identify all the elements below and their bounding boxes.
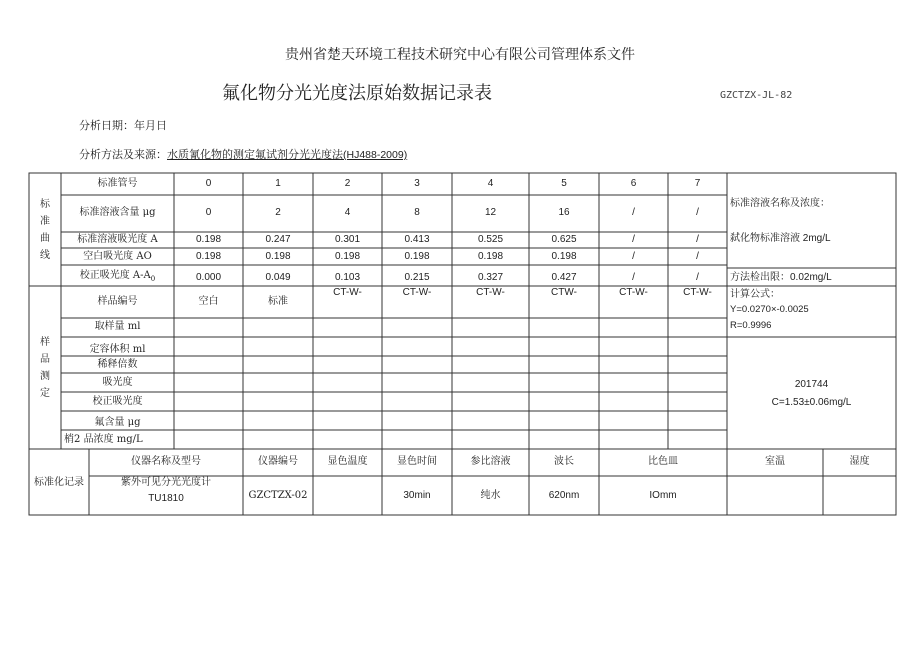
calc-concentration: C=1.53±0.06mg/L <box>771 397 852 408</box>
standardize-header-cell: 湿度 <box>849 456 870 467</box>
sample-id-cell: CTW- <box>551 287 577 298</box>
std-absorbance-cell: / <box>632 234 635 245</box>
sample-concentration-label: 梢2 品浓度 mg/L <box>64 434 143 445</box>
sample-id-cell: 标准 <box>268 296 288 307</box>
sample-id-cell: CT-W- <box>683 287 712 298</box>
standardize-value-cell: 620nm <box>548 490 580 501</box>
std-content-cell: / <box>632 207 635 218</box>
calc-correlation: R=0.9996 <box>730 320 772 331</box>
std-content-cell: 12 <box>484 207 497 218</box>
blank-absorbance-cell: 0.198 <box>265 251 291 262</box>
calc-equation: Y=0.0270×-0.0025 <box>730 304 809 315</box>
corrected-abs-label: 校正吸光度 $A-A_0$ <box>79 270 156 283</box>
detection-limit: 方法检出限：0.02mg/L <box>730 272 832 283</box>
standardize-header-cell: 显色温度 <box>327 456 368 467</box>
final-volume-label: 定容体积 ml <box>89 344 146 355</box>
blank-absorbance-cell: 0.198 <box>477 251 504 262</box>
tube-number-cell: 5 <box>561 178 567 189</box>
sample-id-cell: CT-W- <box>476 287 505 298</box>
corrected-absorbance-cell: 0.049 <box>265 272 291 283</box>
tube-number-cell: 7 <box>694 178 701 189</box>
corrected-absorbance-cell: 0.215 <box>404 272 430 283</box>
standardize-header-cell: 显色时间 <box>397 456 437 467</box>
standardize-header-cell: 比色皿 <box>648 456 678 467</box>
method-value: 水质氰化物的测定氟试剂分光光度法(HJ488-2009) <box>167 148 408 161</box>
std-content-cell: 2 <box>275 207 281 218</box>
page-title: 氟化物分光光度法原始数据记录表 <box>222 83 492 104</box>
instrument-name: 紫外可见分光光度计 TU1810 <box>121 477 211 504</box>
sample-id-label: 样品编号 <box>97 296 138 307</box>
corrected-absorbance-cell: / <box>696 272 699 283</box>
std-solution-name-label: 标准溶液名称及浓度： <box>730 198 830 209</box>
standardize-header-cell: 仪器名称及型号 <box>131 456 201 467</box>
std-content-cell: / <box>696 207 699 218</box>
corrected-absorbance-cell: 0.427 <box>551 272 577 283</box>
document-code: GZCTZX-JL-82 <box>720 90 793 101</box>
fluoride-content-label: 氟含量 μg <box>94 417 141 428</box>
blank-absorbance-cell: 0.198 <box>334 251 361 262</box>
std-absorbance-cell: 0.625 <box>551 234 577 245</box>
tube-number-cell: 4 <box>487 178 494 189</box>
std-absorbance-cell: 0.198 <box>195 234 222 245</box>
std-absorbance-cell: 0.413 <box>404 234 430 245</box>
sample-id-cell: CT-W- <box>619 287 648 298</box>
tube-number-cell: 1 <box>275 178 281 189</box>
standardize-value-cell: GZCTZX-02 <box>248 490 308 501</box>
tube-number-cell: 0 <box>205 178 212 189</box>
std-absorbance-cell: 0.525 <box>477 234 504 245</box>
org-document-header: 贵州省楚天环境工程技术研究中心有限公司管理体系文件 <box>285 47 635 63</box>
standardize-value-cell: IOmm <box>649 490 677 501</box>
tube-number-cell: 3 <box>414 178 420 189</box>
absorbance-label: 吸光度 <box>102 377 133 388</box>
blank-absorbance-cell: / <box>696 251 699 262</box>
standardize-section-label: 标准化记录 <box>34 477 84 488</box>
std-abs-label: 标准溶液吸光度 A <box>77 234 158 245</box>
analysis-date: 分析日期：年月日 <box>79 119 167 132</box>
standardize-header-cell: 波长 <box>554 456 574 467</box>
calc-formula-label: 计算公式： <box>730 289 780 300</box>
curve-section-label: 标 准 曲 线 <box>40 199 50 261</box>
sample-id-cell: CT-W- <box>333 287 362 298</box>
blank-absorbance-cell: / <box>632 251 635 262</box>
blank-absorbance-cell: 0.198 <box>404 251 430 262</box>
standardize-header-cell: 室温 <box>765 456 785 467</box>
corrected-absorbance-label: 校正吸光度 <box>92 396 143 407</box>
std-content-cell: 4 <box>344 207 351 218</box>
std-absorbance-cell: 0.247 <box>265 234 291 245</box>
dilution-factor-label: 稀释倍数 <box>97 359 138 370</box>
corrected-absorbance-cell: 0.327 <box>477 272 504 283</box>
standardize-value-cell: 30min <box>403 490 431 501</box>
standardize-value-cell: 纯水 <box>480 490 501 501</box>
calc-number: 201744 <box>794 379 829 390</box>
blank-absorbance-cell: 0.198 <box>551 251 577 262</box>
corrected-absorbance-cell: 0.103 <box>334 272 361 283</box>
sample-id-cell: 空白 <box>198 296 219 307</box>
method-label: 分析方法及来源： <box>79 148 167 161</box>
corrected-absorbance-cell: 0.000 <box>195 272 222 283</box>
standardize-header-cell: 参比溶液 <box>470 456 511 467</box>
standardize-header-cell: 仪器编号 <box>258 456 298 467</box>
std-content-cell: 16 <box>558 207 570 218</box>
blank-abs-label: 空白吸光度 AO <box>83 251 152 262</box>
sample-section-label: 样 品 测 定 <box>40 337 50 399</box>
std-content-cell: 0 <box>205 207 212 218</box>
tube-number-label: 标准管号 <box>97 178 138 189</box>
sample-id-cell: CT-W- <box>402 287 432 298</box>
std-absorbance-cell: 0.301 <box>334 234 361 245</box>
tube-number-cell: 6 <box>630 178 637 189</box>
blank-absorbance-cell: 0.198 <box>195 251 222 262</box>
sample-volume-label: 取样量 ml <box>94 321 141 332</box>
tube-number-cell: 2 <box>344 178 351 189</box>
corrected-absorbance-cell: / <box>632 272 635 283</box>
std-content-cell: 8 <box>414 207 420 218</box>
std-absorbance-cell: / <box>696 234 699 245</box>
std-content-label: 标准溶液含量 μg <box>79 207 156 218</box>
std-solution-name-value: 弑化物标准溶液 2mg/L <box>730 233 831 244</box>
